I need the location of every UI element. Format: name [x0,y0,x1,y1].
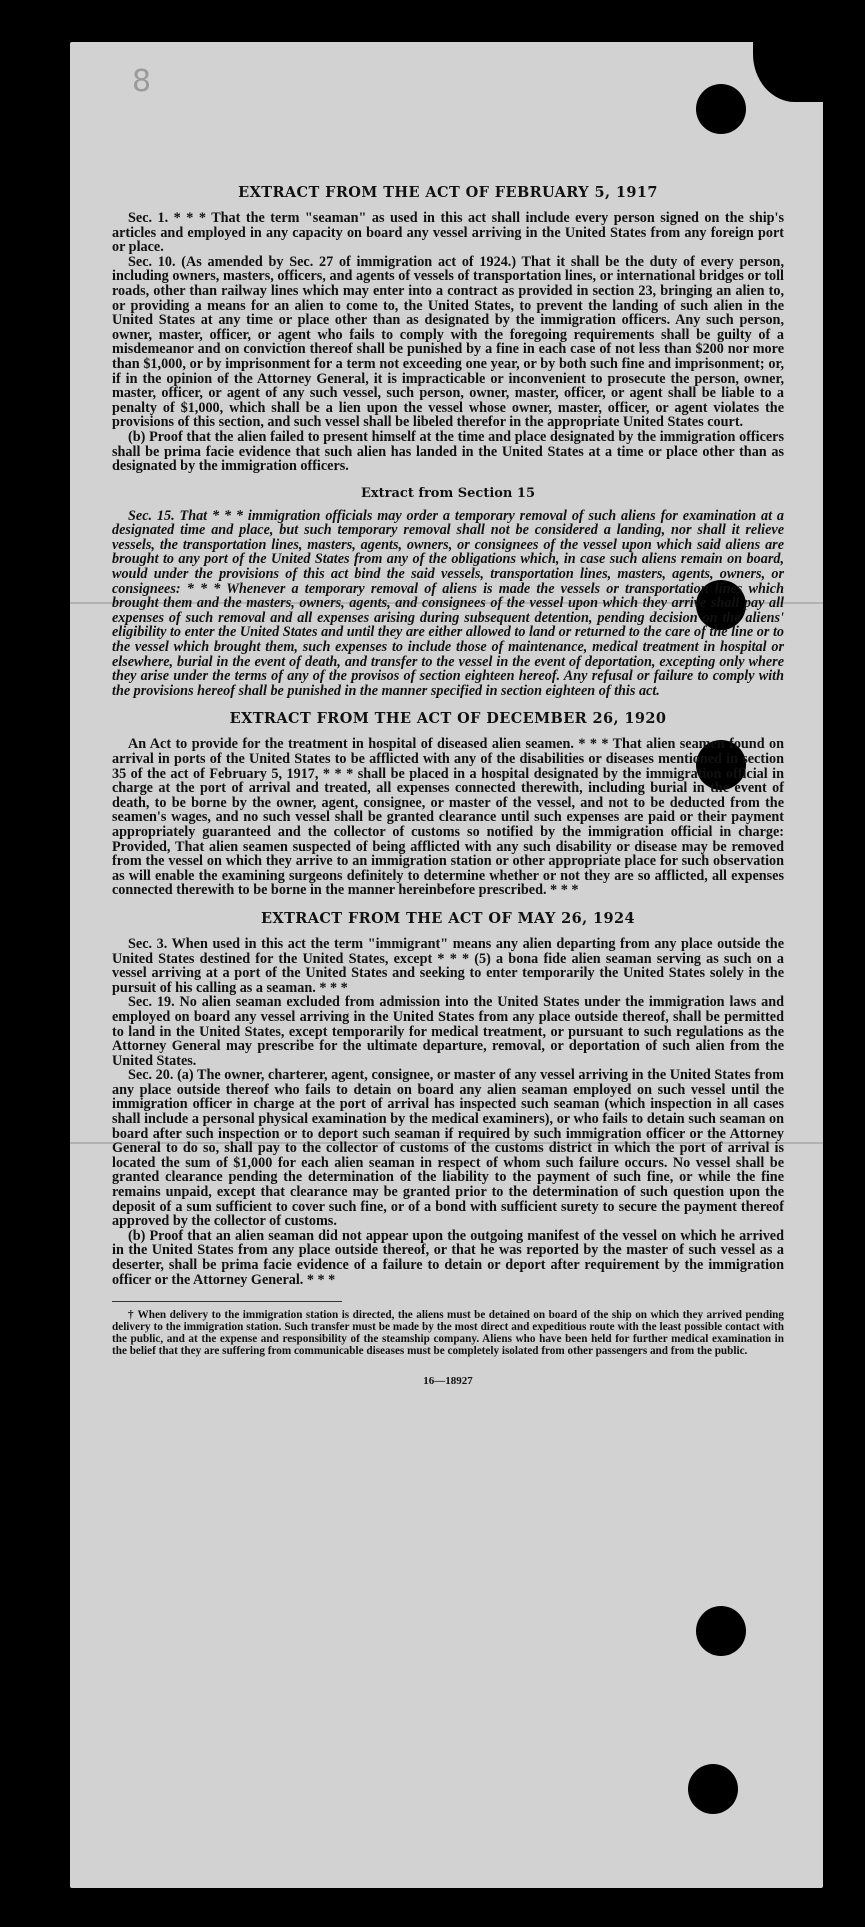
footnote-text: † When delivery to the immigration station is directed, the aliens must be detained on board of the ship on which they arrived pending delivery to the immigration station. Such transfer must be made by the most direct and expeditious route with the least possible contact with the public, and at the expense and responsibility of the steamship company. Aliens who have been held for further medical examination in the belief that they are suffering from communicable diseases must be completely isolated from other passengers and from the public. [112,1309,784,1357]
section-heading: Extract from Section 15 [360,485,536,501]
punch-hole [688,1764,738,1814]
section-15-extract [112,486,784,699]
paragraph: Sec. 10. (As amended by Sec. 27 of immigration act of 1924.) That it shall be the duty of every person, including owners, masters, officers, and agents of vessels of transportation lines, or international bridges or toll roads, other than railway lines which may enter into a contract as provided in section 23, bringing an alien to, or providing a means for an alien to come to, the United States, to prevent the landing of such alien in the United States at any time or place other than as designated by the immigration officers. Any such person, owner, master, officer, or agent who fails to comply with the foregoing requirements shall be guilty of a misdemeanor and on conviction thereof shall be punished by a fine in each case of not less than $200 nor more than $1,000, or by imprisonment for a term not exceeding one year, or by both such fine and imprisonment; or, if in the opinion of the Attorney General, it is impracticable or inconvenient to prosecute the person, owner, master, officer, or agent of any such vessel, such person, owner, master, officer, or agent shall be liable to a penalty of $1,000, which shall be a lien upon the vessel whose owner, master, officer, or agent violates the provisions of this section, and such vessel shall be libeled therefor in the appropriate United States court. [112,253,784,431]
page-code: 16—18927 [423,1375,473,1388]
footnote [112,1310,784,1357]
paragraph: Sec. 19. No alien seaman excluded from admission into the United States under the immigration laws and employed on board any vessel arriving in the United States from any place outside thereof, shall be permitted to land in the United States, except temporarily for medical treatment, or pursuant to such regulations as the Attorney General may prescribe for the ultimate departure, removal, or deportation of such alien from the United States. [112,994,784,1069]
paragraph: Sec. 3. When used in this act the term "immigrant" means any alien departing from any place outside the United States destined for the United States, except * * * (5) a bona fide alien seaman serving as such on a vessel arriving at a port of the United States and seeking to enter temporarily the United States solely in the pursuit of his calling as a seaman. * * * [112,935,784,996]
pencil-mark: 8 [132,64,154,99]
torn-corner [753,42,823,102]
paragraph: (b) Proof that an alien seaman did not appear upon the outgoing manifest of the vessel on which he arrived in the United States from any place outside thereof, or that he was reported by the master of such vessel as a deserter, shall be prima facie evidence of a failure to detain or deport after requirement by the immigration officer or the Attorney General. * * * [112,1227,784,1288]
paragraph: (b) Proof that the alien failed to present himself at the time and place designated by the immigration officers shall be prima facie evidence that such alien has landed in the United States at a time or place other than as designated by the immigration officers. [112,428,784,475]
section-act-1920 [112,710,784,898]
section-heading: EXTRACT FROM THE ACT OF FEBRUARY 5, 1917 [238,184,658,201]
document-page [70,42,823,1888]
section-heading: EXTRACT FROM THE ACT OF MAY 26, 1924 [260,909,636,927]
paragraph: Sec. 20. (a) The owner, charterer, agent, consignee, or master of any vessel arriving in the United States from any place outside thereof who fails to detain on board any alien seaman employed on such vessel until the immigration officer in charge at the port of arrival has inspected such seaman (which inspection in all cases shall include a personal physical examination by the medical examiners), or who fails to detain such seaman on board after such inspection or to deport such seaman if required by such immigration officer or the Attorney General to do so, shall pay to the collector of customs of the customs district in which the port of arrival is located the sum of $1,000 for each alien seaman in respect of whom such failure occurs. No vessel shall be granted clearance pending the determination of the liability to the payment of such fine, or while the fine remains unpaid, except that clearance may be granted prior to the determination of such question upon the deposit of a sum sufficient to cover such fine, or of a bond with sufficient surety to secure the payment thereof approved by the collector of customs. [112,1067,784,1230]
paragraph: Sec. 1. * * * That the term "seaman" as used in this act shall include every person signed on the ship's articles and employed in any capacity on board any vessel arriving in the United States from any foreign port or place. [112,210,784,256]
section-heading: EXTRACT FROM THE ACT OF DECEMBER 26, 1920 [229,710,667,728]
punch-hole [696,84,746,134]
document-body [112,184,784,1387]
punch-hole [696,1606,746,1656]
section-act-1924 [112,910,784,1287]
section-act-1917 [112,184,784,474]
footnote-rule [112,1301,342,1302]
paragraph: An Act to provide for the treatment in hospital of diseased alien seamen. * * * That alien seamen found on arrival in ports of the United States to be afflicted with any of the disabilities or diseases mentioned in section 35 of the act of February 5, 1917, * * * shall be placed in a hospital designated by the immigration official in charge at the port of arrival and treated, all expenses connected therewith, including burial in the event of death, to be borne by the owner, agent, consignee, or master of the vessel, and not to be deducted from the seamen's wages, and no such vessel shall be granted clearance until such expenses are paid or their payment appropriately guaranteed and the collector of customs so notified by the immigration official in charge: Provided, That alien seamen suspected of being afflicted with any such disability or disease may be removed from the vessel on which they arrive to an immigration station or other appropriate place for such observation as will enable the examining surgeons definitely to determine whether or not they are so afflicted, all expenses connected therewith to be borne in the manner hereinbefore prescribed. * * * [112,736,784,899]
paragraph: Sec. 15. That * * * immigration officials may order a temporary removal of such aliens for examination at a designated time and place, but such temporary removal shall not be considered a landing, nor shall it relieve vessels, the transportation lines, masters, agents, owners, or consignees of the vessel upon which said aliens are brought to any port of the United States from any of the obligations which, in case such aliens remain on board, would under the provisions of this act bind the said vessels, transportation lines, masters, agents, owners, or consignees: * * * Whenever a temporary removal of aliens is made the vessels or transportation lines which brought them and the masters, owners, agents, and consignees of the vessel upon which they arrive shall pay all expenses of such removal and all expenses arising during subsequent detention, pending decision on the aliens' eligibility to enter the United States and until they are either allowed to land or returned to the care of the line or to the vessel which brought them, such expenses to include those of maintenance, medical treatment in hospital or elsewhere, burial in the event of death, and transfer to the vessel in the event of deportation, excepting only where they arise under the terms of any of the provisos of section eighteen hereof. Any refusal or failure to comply with the provisions hereof shall be punished in the manner specified in section eighteen of this act. [112,507,784,699]
